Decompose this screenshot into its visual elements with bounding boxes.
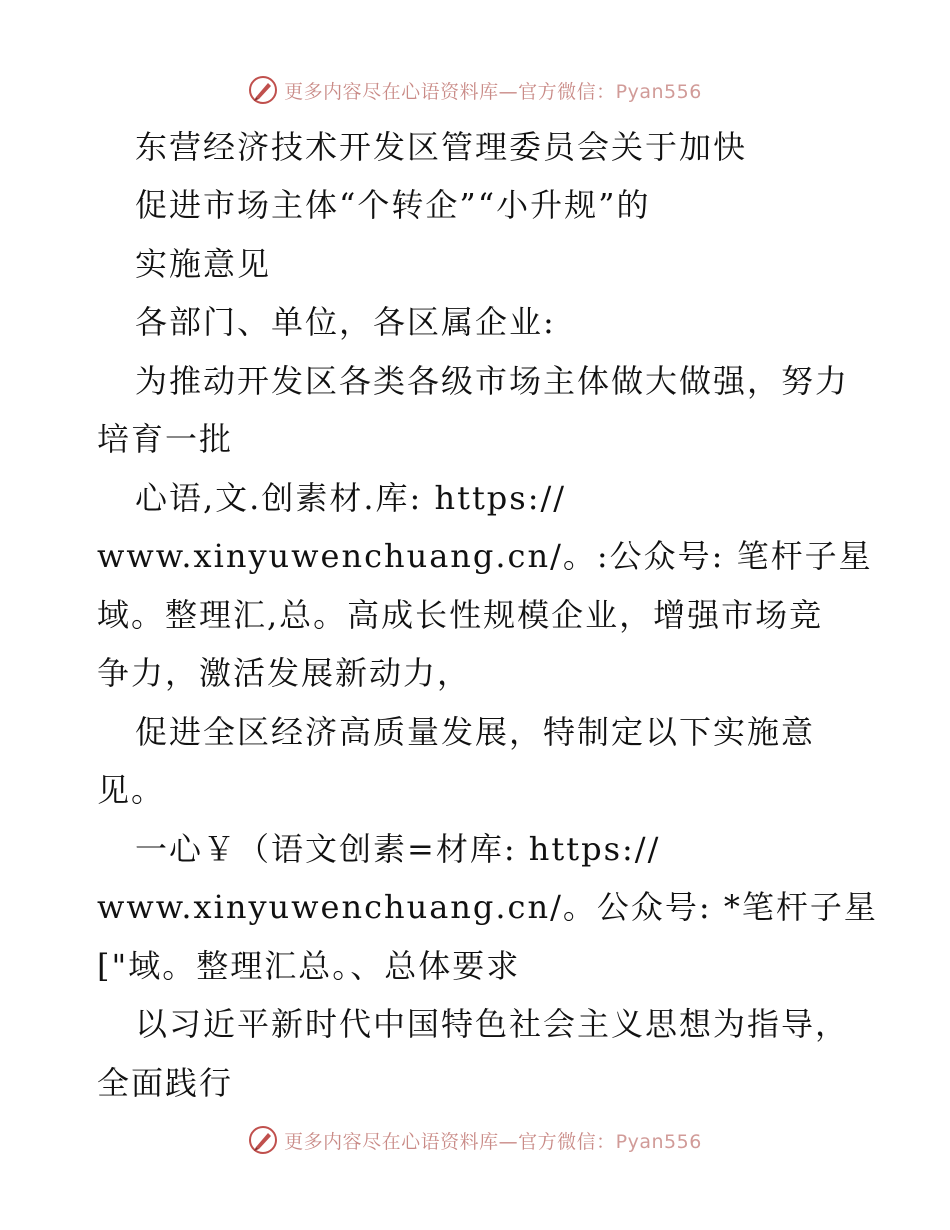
paragraph-line: 为推动开发区各类各级市场主体做大做强，努力 [135,362,850,400]
paragraph-line: 争力，激活发展新动力， [97,654,472,692]
paragraph-line: 促进全区经济高质量发展，特制定以下实施意 [135,713,816,751]
paragraph-line: 域。整理汇,总。高成长性规模企业，增强市场竞 [97,596,824,634]
paragraph-line: 心语,文.创素材.库: https:// [135,479,567,517]
doc-title-line-3: 实施意见 [135,245,272,283]
paragraph-line: 培育一批 [97,420,234,458]
paragraph-line: 一心￥（语文创素=材库: https:// [135,830,661,868]
footer-watermark [0,1120,950,1160]
doc-title-line-2: 促进市场主体“个转企”“小升规”的 [135,186,651,224]
addressee-line: 各部门、单位，各区属企业: [135,303,556,341]
paragraph-line: 全面践行 [97,1064,234,1102]
paragraph-line: www.xinyuwenchuang.cn/。:公众号: 笔杆子星 [97,537,873,575]
paragraph-line: 以习近平新时代中国特色社会主义思想为指导， [135,1005,850,1043]
pen-logo-icon [248,75,278,105]
watermark-text: 更多内容尽在心语资料库—官方微信：Pyan556 [284,80,702,103]
paragraph-line: 见。 [97,771,166,809]
paragraph-line: www.xinyuwenchuang.cn/。公众号: *笔杆子星 [97,888,878,926]
watermark-text: 更多内容尽在心语资料库—官方微信：Pyan556 [284,1130,702,1153]
doc-title-line-1: 东营经济技术开发区管理委员会关于加快 [135,128,748,166]
header-watermark [0,70,950,110]
pen-logo-icon [248,1125,278,1155]
section-heading-line: ["域。整理汇总。、总体要求 [97,947,521,985]
